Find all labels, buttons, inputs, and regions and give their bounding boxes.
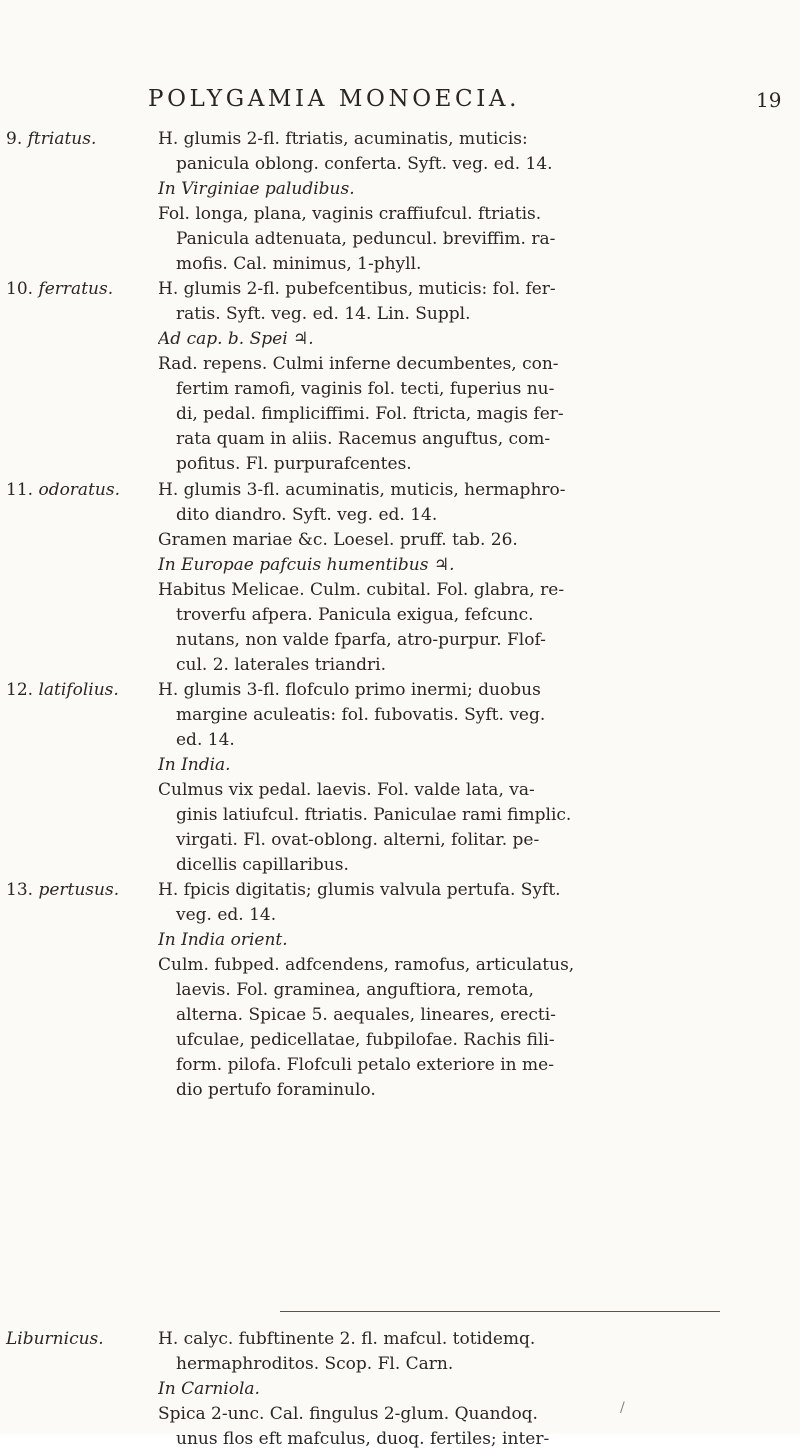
description-line: ufculae, pedicellatae, fubpilofae. Rachis fili- [176, 1030, 555, 1050]
species-description [158, 478, 778, 678]
description-line: virgati. Fl. ovat-oblong. alterni, folitar. pe- [176, 830, 540, 850]
description-line: Gramen mariae &c. Loesel. pruff. tab. 26. [158, 530, 518, 550]
description-line: mofis. Cal. minimus, 1-phyll. [176, 254, 422, 274]
species-epithet-text: Liburnicus. [6, 1329, 104, 1349]
description-line: panicula oblong. conferta. Syft. veg. ed. 14. [176, 154, 553, 174]
species-epithet [6, 878, 156, 902]
description-line: H. glumis 2-fl. pubefcentibus, muticis: fol. fer- [158, 279, 556, 299]
species-number: 12. [6, 680, 34, 700]
description-line: Spica 2-unc. Cal. fingulus 2-glum. Quandoq. [158, 1404, 538, 1424]
description-line: pofitus. Fl. purpurafcentes. [176, 454, 412, 474]
species-epithet-text: ftriatus. [27, 129, 97, 149]
description-line: form. pilofa. Flofculi petalo exteriore in me- [176, 1055, 554, 1075]
species-epithet-text: latifolius. [38, 680, 119, 700]
species-epithet [6, 678, 156, 702]
species-epithet [6, 277, 156, 301]
description-line: Panicula adtenuata, peduncul. breviffim. ra- [176, 229, 556, 249]
description-line: laevis. Fol. graminea, anguftiora, remota, [176, 980, 534, 1000]
description-line: fertim ramofi, vaginis fol. tecti, fuperius nu- [176, 379, 555, 399]
description-line: unus flos eft mafculus, duoq. fertiles; inter- [176, 1429, 550, 1449]
description-line: hermaphroditos. Scop. Fl. Carn. [176, 1354, 454, 1374]
description-line: ed. 14. [176, 730, 235, 750]
description-line: alterna. Spicae 5. aequales, lineares, erecti- [176, 1005, 556, 1025]
description-line: H. glumis 3-fl. flofculo primo inermi; duobus [158, 680, 541, 700]
species-description [158, 127, 778, 277]
description-line: nutans, non valde fparfa, atro-purpur. Flof- [176, 630, 546, 650]
description-line: ratis. Syft. veg. ed. 14. Lin. Suppl. [176, 304, 471, 324]
species-epithet-text: ferratus. [38, 279, 114, 299]
page-mark: / [620, 1400, 625, 1416]
section-divider [280, 1311, 720, 1312]
species-epithet [6, 478, 156, 502]
description-line: H. calyc. fubftinente 2. fl. mafcul. totidemq. [158, 1329, 536, 1349]
species-number: 9. [6, 129, 23, 149]
description-line: Culmus vix pedal. laevis. Fol. valde lata, va- [158, 780, 535, 800]
species-description [158, 1327, 778, 1452]
page-title: POLYGAMIA MONOECIA. [148, 86, 521, 112]
description-line: Habitus Melicae. Culm. cubital. Fol. glabra, re- [158, 580, 565, 600]
species-number: 11. [6, 480, 34, 500]
description-line: H. fpicis digitatis; glumis valvula pertufa. Syft. [158, 880, 561, 900]
species-description [158, 678, 778, 878]
description-line: dicellis capillaribus. [176, 855, 349, 875]
species-epithet-text: pertusus. [38, 880, 120, 900]
species-description [158, 878, 778, 1103]
description-line: veg. ed. 14. [176, 905, 277, 925]
species-epithet [6, 1327, 156, 1351]
description-line: rata quam in aliis. Racemus anguftus, com- [176, 429, 551, 449]
description-line: margine aculeatis: fol. fubovatis. Syft. veg. [176, 705, 546, 725]
habitat-line: In India orient. [158, 930, 288, 950]
description-line: dito diandro. Syft. veg. ed. 14. [176, 505, 438, 525]
description-line: H. glumis 3-fl. acuminatis, muticis, hermaphro- [158, 480, 566, 500]
habitat-line: Ad cap. b. Spei ♃. [158, 329, 314, 349]
habitat-line: In Virginiae paludibus. [158, 179, 355, 199]
page-number: 19 [756, 88, 782, 112]
species-epithet-text: odoratus. [38, 480, 120, 500]
description-line: ginis latiufcul. ftriatis. Paniculae rami fimplic. [176, 805, 572, 825]
description-line: Culm. fubped. adfcendens, ramofus, articulatus, [158, 955, 575, 975]
description-line: di, pedal. fimpliciffimi. Fol. ftricta, magis fer- [176, 404, 564, 424]
running-header [0, 86, 800, 120]
habitat-line: In India. [158, 755, 231, 775]
species-epithet [6, 127, 156, 151]
species-number: 10. [6, 279, 34, 299]
description-line: dio pertufo foraminulo. [176, 1080, 376, 1100]
species-number: 13. [6, 880, 34, 900]
species-description [158, 277, 778, 477]
habitat-line: In Europae pafcuis humentibus ♃. [158, 555, 455, 575]
habitat-line: In Carniola. [158, 1379, 260, 1399]
description-line: Fol. longa, plana, vaginis craffiufcul. ftriatis. [158, 204, 542, 224]
description-line: Rad. repens. Culmi inferne decumbentes, con- [158, 354, 559, 374]
description-line: cul. 2. laterales triandri. [176, 655, 387, 675]
description-line: troverfu afpera. Panicula exigua, fefcunc. [176, 605, 534, 625]
description-line: H. glumis 2-fl. ftriatis, acuminatis, muticis: [158, 129, 528, 149]
